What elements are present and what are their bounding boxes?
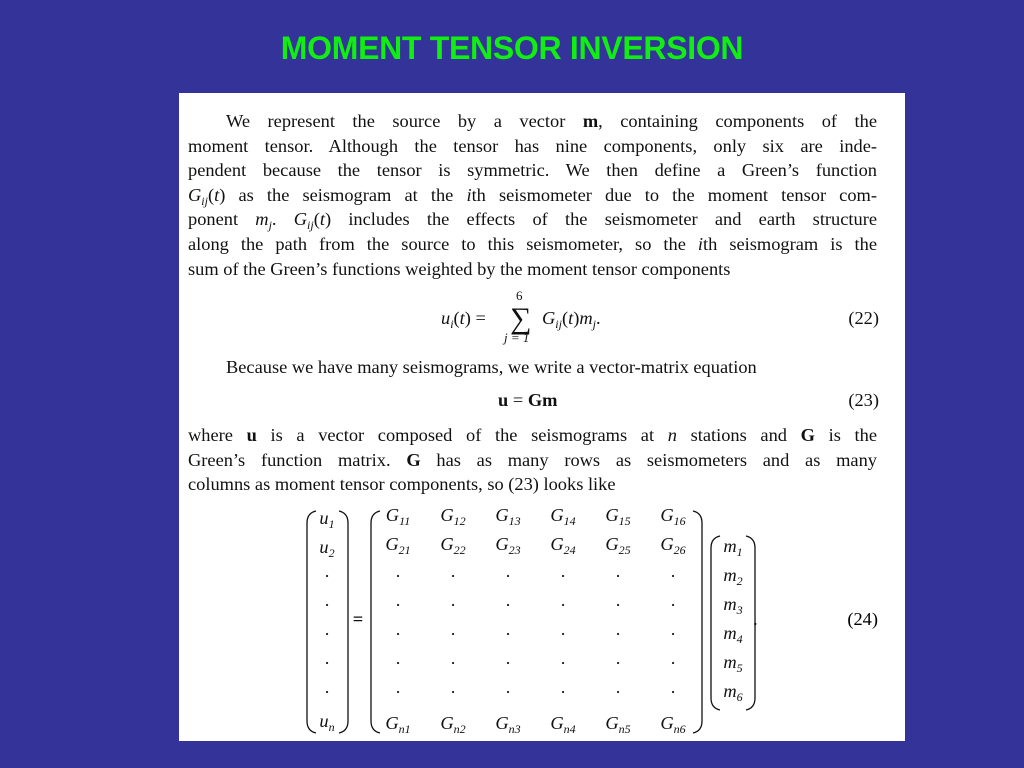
g-dot: · (504, 595, 512, 615)
g-dot: · (669, 624, 677, 644)
u-entry: · (323, 653, 331, 673)
slide-title: MOMENT TENSOR INVERSION (280, 30, 744, 66)
g-dot: · (504, 653, 512, 673)
g-dot: · (669, 595, 677, 615)
g-dot: · (394, 624, 402, 644)
g-dot: · (394, 653, 402, 673)
g-dot: · (504, 682, 512, 702)
u-entry: $u_1$ (319, 508, 335, 531)
g-entry: $G_{26}$ (660, 534, 686, 557)
eq22-lhs: $u_i(t)$ = (441, 308, 486, 331)
u-entry: · (323, 566, 331, 586)
eq22-sum-upper: 6 (516, 288, 523, 303)
u-entry: · (323, 682, 331, 702)
g-dot: · (449, 682, 457, 702)
eq24-equals: = (352, 609, 364, 629)
text-line: sum of the Green’s functions weighted by the moment tensor components (188, 258, 731, 279)
g-dot: · (614, 653, 622, 673)
u-entry: · (323, 595, 331, 615)
g-dot: · (614, 624, 622, 644)
g-dot: · (669, 682, 677, 702)
g-entry: $G_{14}$ (550, 505, 576, 528)
g-dot: · (504, 566, 512, 586)
g-entry: $G_{11}$ (385, 505, 411, 528)
g-entry: $G_{22}$ (440, 534, 466, 557)
g-entry: $G_{24}$ (550, 534, 576, 557)
m-entry: $m_1$ (723, 536, 743, 559)
eq24-number: (24) (847, 609, 878, 629)
g-dot: · (449, 566, 457, 586)
text-line: ponent $m_j$. $G_{ij}(t)$ includes the effects of the seismometer and earth structure (188, 209, 877, 233)
g-dot: · (559, 682, 567, 702)
g-entry: $G_{n5}$ (605, 713, 631, 736)
g-entry: $G_{16}$ (660, 505, 686, 528)
g-dot: · (394, 682, 402, 702)
g-dot: · (559, 624, 567, 644)
u-entry: $u_n$ (319, 711, 335, 734)
g-entry: $G_{n2}$ (440, 713, 466, 736)
paper-excerpt (179, 93, 905, 741)
eq22-number: (22) (848, 308, 879, 328)
paragraph-vector-matrix: Because we have many seismograms, we write a vector-matrix equation (226, 357, 757, 377)
eq23-body: u = Gm (498, 390, 558, 410)
g-entry: $G_{23}$ (495, 534, 521, 557)
g-dot: · (394, 595, 402, 615)
g-entry: $G_{n4}$ (550, 713, 576, 736)
text-line: $G_{ij}(t)$ as the seismogram at the ith seismometer due to the moment tensor com- (188, 184, 877, 208)
text-line: We represent the source by a vector m, containing components of the (226, 111, 877, 131)
m-entry: $m_5$ (723, 652, 743, 675)
g-entry: $G_{n6}$ (660, 713, 686, 736)
g-dot: · (614, 682, 622, 702)
g-dot: · (614, 595, 622, 615)
g-entry: $G_{13}$ (495, 505, 521, 528)
eq22-sum-lower: j = 1 (504, 330, 530, 345)
eq22-rhs: $G_{ij}(t)m_j$. (542, 308, 601, 331)
g-dot: · (559, 653, 567, 673)
text-line: columns as moment tensor components, so (23) looks like (188, 474, 616, 495)
g-dot: · (394, 566, 402, 586)
g-dot: · (559, 566, 567, 586)
g-entry: $G_{n1}$ (385, 713, 411, 736)
m-entry: $m_3$ (723, 594, 743, 617)
m-entry: $m_2$ (723, 565, 743, 588)
g-dot: · (449, 624, 457, 644)
g-dot: · (669, 653, 677, 673)
g-entry: $G_{n3}$ (495, 713, 521, 736)
u-entry: $u_2$ (319, 537, 335, 560)
g-entry: $G_{21}$ (385, 534, 411, 557)
m-entry: $m_6$ (723, 681, 743, 704)
g-dot: · (449, 595, 457, 615)
g-dot: · (504, 624, 512, 644)
g-dot: · (449, 653, 457, 673)
g-entry: $G_{25}$ (605, 534, 631, 557)
g-entry: $G_{15}$ (605, 505, 631, 528)
eq23-number: (23) (848, 390, 879, 410)
equation-24 (179, 93, 905, 741)
m-entry: $m_4$ (723, 623, 743, 646)
text-line: moment tensor. Although the tensor has nine components, only six are inde- (188, 135, 877, 156)
g-dot: · (669, 566, 677, 586)
text-line: pendent because the tensor is symmetric. We then define a Green’s function (188, 160, 877, 181)
sigma-icon: ∑ (510, 302, 532, 335)
g-dot: · (614, 566, 622, 586)
eq24-period: . (753, 609, 758, 629)
g-dot: · (559, 595, 567, 615)
g-entry: $G_{12}$ (440, 505, 466, 528)
text-line: along the path from the source to this seismometer, so the ith seismogram is the (188, 233, 877, 254)
u-entry: · (323, 624, 331, 644)
text-line: where u is a vector composed of the seismograms at n stations and G is the (188, 425, 877, 445)
text-line: Green’s function matrix. G has as many rows as seismometers and as many (188, 449, 877, 470)
